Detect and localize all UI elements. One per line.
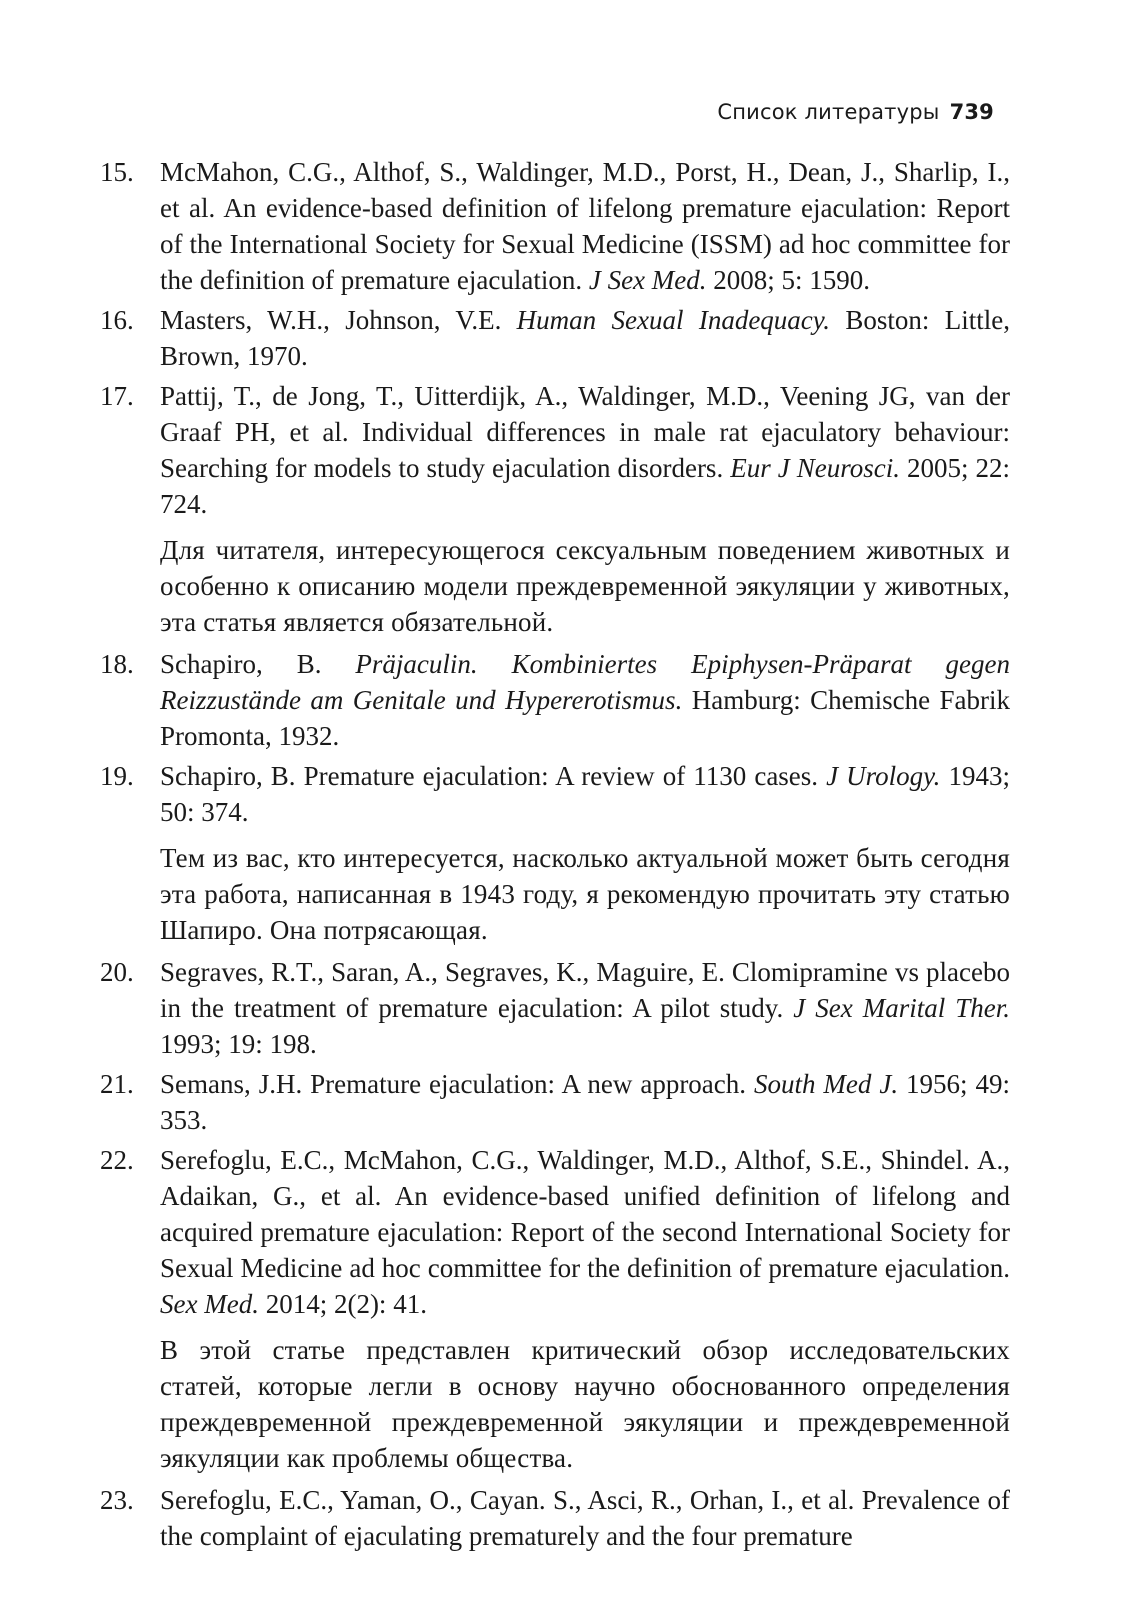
reference-item bbox=[100, 154, 1010, 298]
running-header bbox=[717, 100, 994, 124]
citation-text: Serefoglu, E.C., Yaman, O., Cayan. S., Asci, R., Orhan, I., et al. Prevalence of the complaint of ejaculating prematurely and the four premature bbox=[160, 1485, 1010, 1551]
reference-number: 19. bbox=[100, 761, 134, 791]
citation-title-italic: Eur J Neurosci. bbox=[730, 453, 900, 483]
reference-number: 16. bbox=[100, 305, 134, 335]
reference-citation bbox=[160, 1482, 1010, 1554]
reference-list bbox=[100, 154, 1010, 1558]
reference-citation bbox=[160, 154, 1010, 298]
citation-text: Schapiro, B. Premature ejaculation: A review of 1130 cases. bbox=[160, 761, 827, 791]
citation-title-italic: Human Sexual Inadequacy. bbox=[516, 305, 831, 335]
reference-number: 18. bbox=[100, 649, 134, 679]
reference-number: 17. bbox=[100, 381, 134, 411]
citation-title-italic: J Sex Med. bbox=[588, 265, 707, 295]
reference-item bbox=[100, 378, 1010, 522]
reference-item bbox=[100, 1142, 1010, 1322]
citation-text: Schapiro, B. bbox=[160, 649, 356, 679]
reference-annotation: В этой статье представлен критический обзор исследовательских статей, которые легли в основу научно обоснованного определения преждевременной преждевременной эякуляции и преждевременной эякуляции как проблемы общества. bbox=[160, 1335, 1010, 1473]
reference-number: 15. bbox=[100, 157, 134, 187]
citation-text: Pattij, T., de Jong, T., Uitterdijk, A., Waldinger, M.D., Veening JG, van der Graaf PH, et al. Individual differences in male rat ejaculatory behaviour: Searching for models to study ejaculation disorders. bbox=[160, 381, 1010, 483]
section-title: Список литературы bbox=[717, 100, 940, 124]
reference-item bbox=[100, 954, 1010, 1062]
citation-text: 2005; 22: 724. bbox=[160, 453, 1010, 519]
reference-item bbox=[100, 302, 1010, 374]
citation-text: 2008; 5: 1590. bbox=[706, 265, 871, 295]
reference-number: 23. bbox=[100, 1485, 134, 1515]
reference-item bbox=[100, 1482, 1010, 1554]
citation-title-italic: J Urology. bbox=[826, 761, 941, 791]
reference-item bbox=[100, 1066, 1010, 1138]
page-number: 739 bbox=[949, 100, 994, 124]
citation-text: 1956; 49: 353. bbox=[160, 1069, 1010, 1135]
citation-title-italic: Präjaculin. Kombiniertes Epiphysen-Präparat gegen Reizzustände am Genitale und Hypererotismus. bbox=[160, 649, 1010, 715]
citation-title-italic: South Med J. bbox=[753, 1069, 899, 1099]
reference-number: 22. bbox=[100, 1145, 134, 1175]
reference-item bbox=[100, 646, 1010, 754]
citation-text: Semans, J.H. Premature ejaculation: A new approach. bbox=[160, 1069, 754, 1099]
citation-title-italic: J Sex Marital Ther. bbox=[793, 993, 1010, 1023]
reference-citation bbox=[160, 646, 1010, 754]
citation-text: McMahon, C.G., Althof, S., Waldinger, M.D., Porst, H., Dean, J., Sharlip, I., et al. An evidence-based definition of lifelong premature ejaculation: Report of the International Society for Sexual Medicine (ISSM) ad hoc committee for the definition of premature ejaculation. bbox=[160, 157, 1010, 295]
reference-citation bbox=[160, 954, 1010, 1062]
citation-text: 2014; 2(2): 41. bbox=[258, 1289, 427, 1319]
reference-item bbox=[100, 758, 1010, 830]
reference-citation bbox=[160, 758, 1010, 830]
citation-text: Boston: Little, Brown, 1970. bbox=[160, 305, 1010, 371]
reference-annotation: Тем из вас, кто интересуется, насколько актуальной может быть сегодня эта работа, написанная в 1943 году, я рекомендую прочитать эту статью Шапиро. Она потрясающая. bbox=[160, 843, 1010, 945]
citation-text: Serefoglu, E.C., McMahon, C.G., Waldinger, M.D., Althof, S.E., Shindel. A., Adaikan, G., et al. An evidence-based unified definition of lifelong and acquired premature ejaculation: Report of the second International Society for Sexual Medicine ad hoc committee for the definition of premature ejaculation. bbox=[160, 1145, 1010, 1283]
reference-number: 20. bbox=[100, 957, 134, 987]
citation-text: Hamburg: Chemische Fabrik Promonta, 1932. bbox=[160, 685, 1011, 751]
citation-title-italic: Sex Med. bbox=[160, 1289, 259, 1319]
citation-text: 1943; 50: 374. bbox=[160, 761, 1010, 827]
reference-citation bbox=[160, 302, 1010, 374]
citation-text: Segraves, R.T., Saran, A., Segraves, K., Maguire, E. Clomipramine vs placebo in the treatment of premature ejaculation: A pilot study. bbox=[160, 957, 1010, 1023]
reference-annotation: Для читателя, интересующегося сексуальным поведением животных и особенно к описанию модели преждевременной эякуляции у животных, эта статья является обязательной. bbox=[160, 535, 1010, 637]
reference-number: 21. bbox=[100, 1069, 134, 1099]
citation-text: Masters, W.H., Johnson, V.E. bbox=[160, 305, 517, 335]
reference-citation bbox=[160, 1142, 1010, 1322]
reference-citation bbox=[160, 1066, 1010, 1138]
citation-text: 1993; 19: 198. bbox=[160, 1029, 317, 1059]
reference-citation bbox=[160, 378, 1010, 522]
